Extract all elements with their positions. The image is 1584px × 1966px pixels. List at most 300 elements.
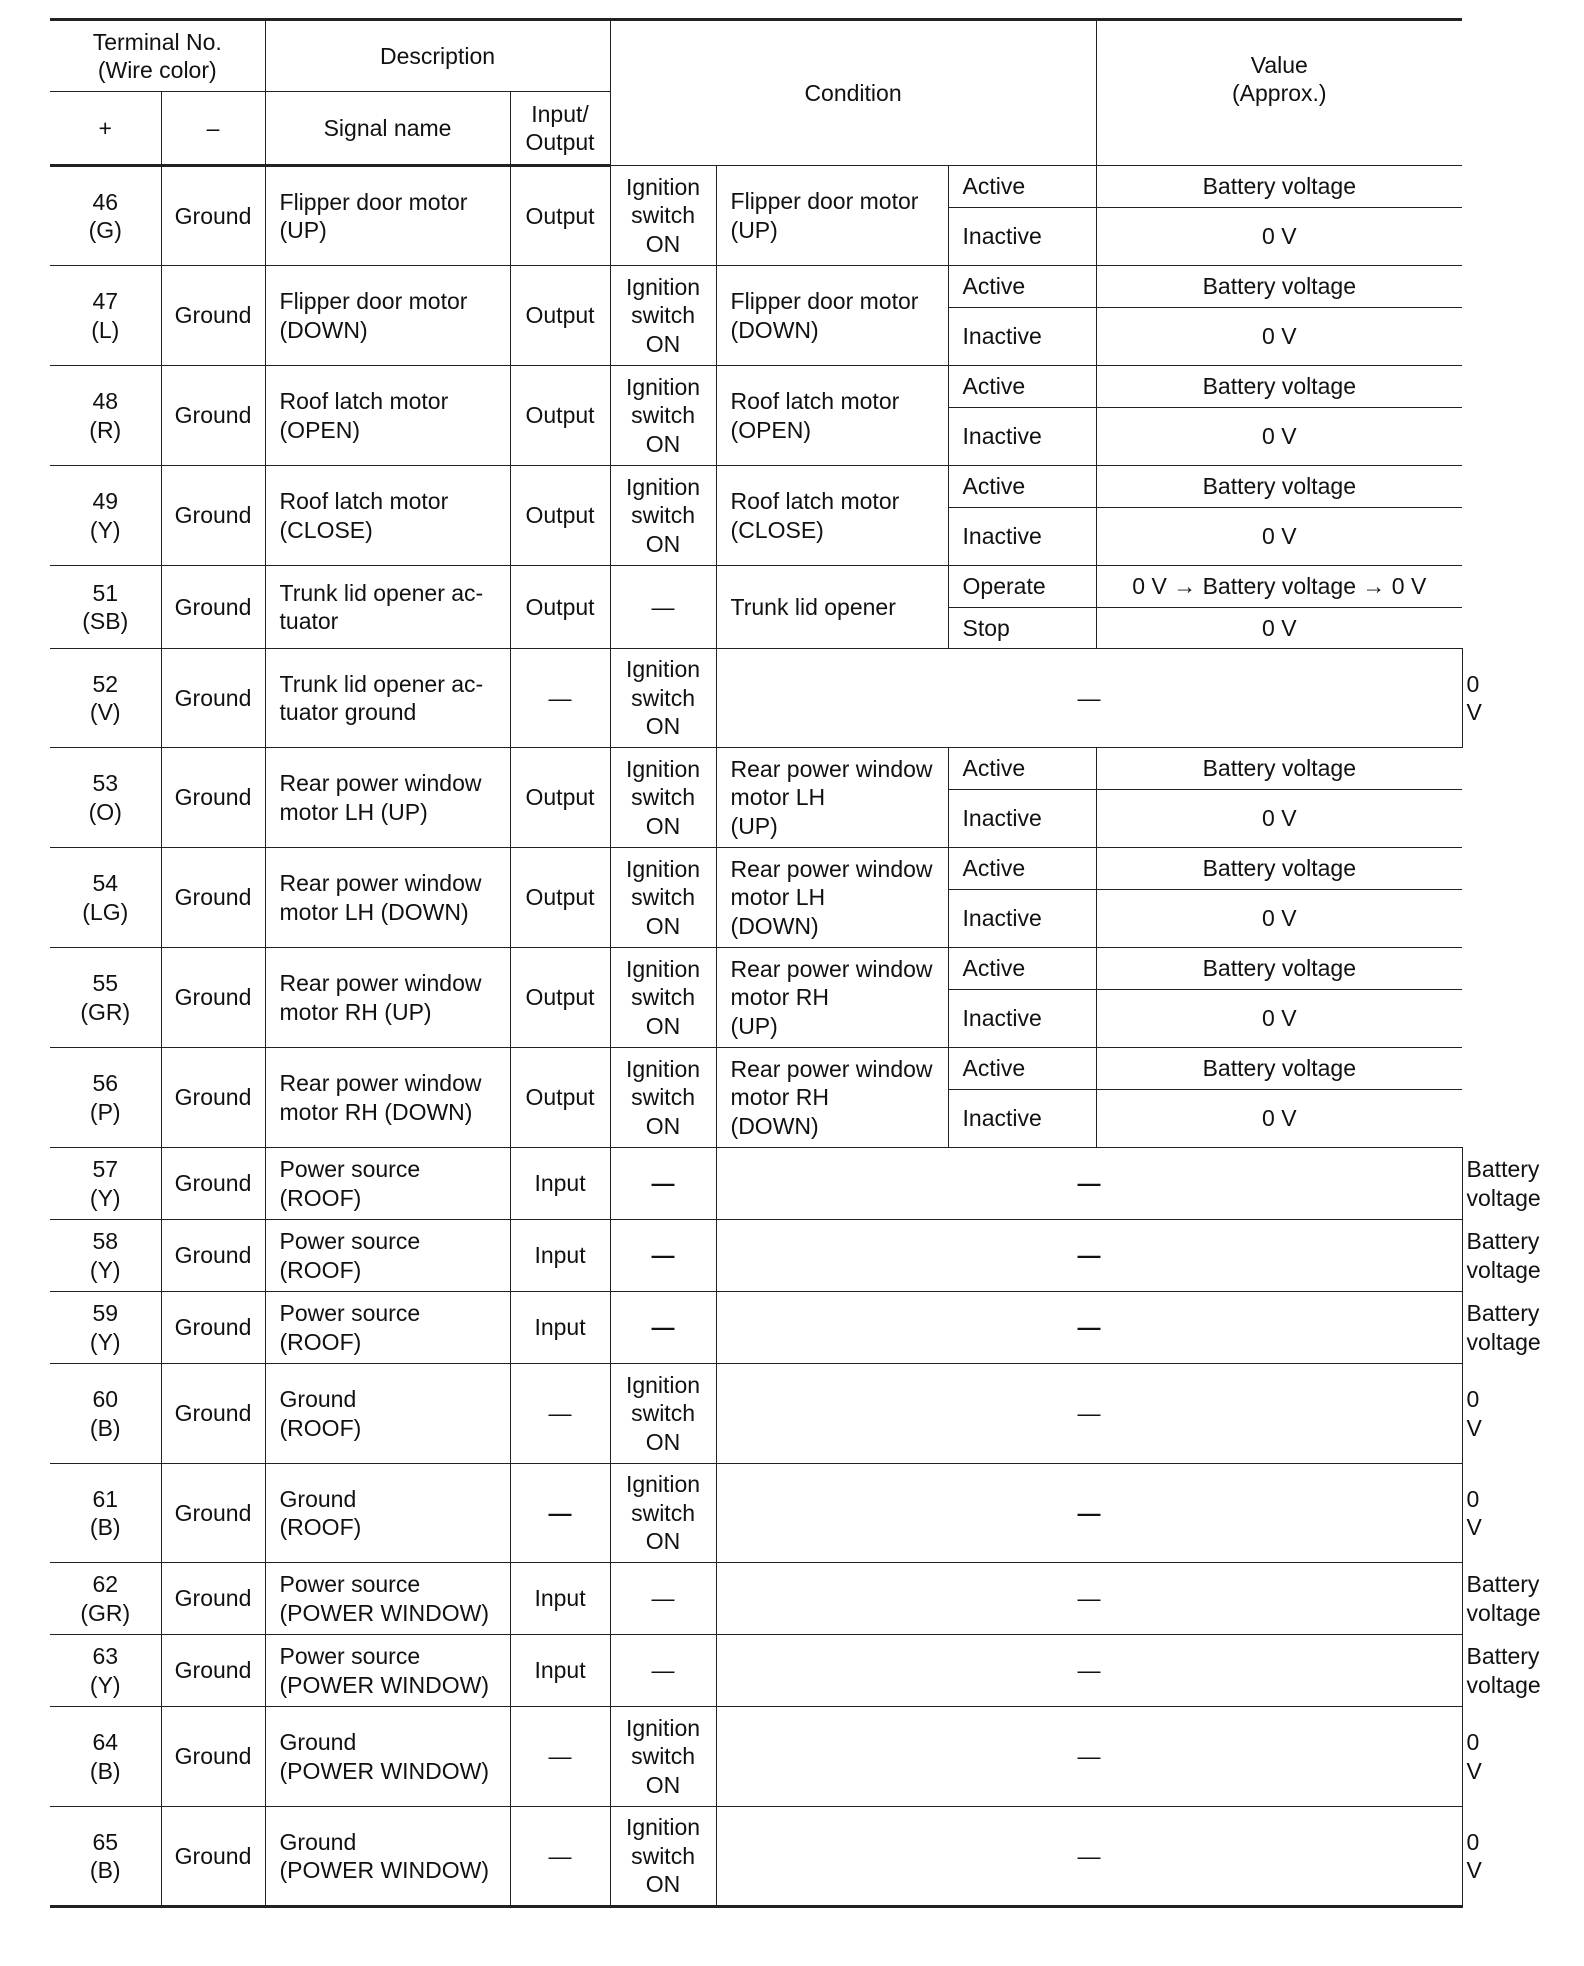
terminal-header-label: Terminal No. (92, 28, 222, 55)
signal-name-cell (265, 1220, 510, 1292)
ignition-cell: — (610, 1635, 716, 1707)
terminal-cell (50, 1563, 161, 1635)
negative-cell: Ground (161, 1292, 265, 1364)
ign-line: ON (645, 330, 681, 357)
wire-color: (P) (89, 1098, 121, 1125)
terminal-number: 49 (92, 488, 119, 514)
ign-line: Ignition (625, 656, 701, 683)
signal-line: motor RH (DOWN) (279, 1098, 473, 1125)
ignition-cell (610, 1707, 716, 1807)
cond-line: (UP) (730, 812, 778, 839)
ign-line: switch (631, 984, 695, 1011)
ignition-cell (610, 1464, 716, 1563)
terminal-cell (50, 366, 161, 466)
ign-line: ON (645, 1871, 681, 1898)
signal-name-cell (265, 1048, 510, 1148)
state-cell: Inactive (948, 208, 1096, 266)
table-row: 62 (GR) Ground Power source (POWER WINDOW) Input — — Battery voltage (50, 1563, 1462, 1635)
ignition-cell (610, 748, 716, 848)
state-cell: Stop (948, 608, 1096, 649)
terminal-cell (50, 1048, 161, 1148)
cond-line: (DOWN) (730, 1112, 819, 1139)
signal-name-cell (265, 1563, 510, 1635)
ign-line: Ignition (625, 1714, 701, 1741)
approx-header-label: (Approx.) (1232, 80, 1327, 106)
condition-cell: — (716, 1807, 1462, 1907)
signal-line: (ROOF) (279, 1256, 362, 1283)
terminal-cell (50, 1292, 161, 1364)
condition-cell: Trunk lid opener (716, 566, 948, 649)
io-cell: Output (510, 166, 610, 266)
table-row (50, 1048, 1462, 1090)
terminal-cell (50, 1148, 161, 1220)
value-cell: 0 V (1096, 890, 1462, 948)
signal-line: (POWER WINDOW) (279, 1599, 490, 1626)
signal-line: (ROOF) (279, 1514, 362, 1540)
cond-line: (UP) (730, 1012, 778, 1039)
wire-color: (B) (89, 1514, 121, 1540)
signal-line: Flipper door motor (279, 188, 468, 215)
negative-cell: Ground (161, 1707, 265, 1807)
terminal-number: 56 (92, 1070, 119, 1096)
terminal-cell (50, 948, 161, 1048)
ignition-cell: — (610, 1148, 716, 1220)
value-header (1096, 20, 1462, 166)
signal-line: (POWER WINDOW) (279, 1757, 490, 1784)
table-row (50, 166, 1462, 208)
io-cell: Input (510, 1148, 610, 1220)
signal-name-cell (265, 1292, 510, 1364)
wire-color: (Y) (89, 1328, 121, 1355)
negative-cell: Ground (161, 1807, 265, 1907)
condition-header: Condition (610, 20, 1096, 166)
ign-line: ON (645, 430, 681, 457)
ign-line: switch (631, 684, 695, 711)
ignition-cell: — (610, 566, 716, 649)
ignition-cell (610, 466, 716, 566)
signal-line: Ground (279, 1485, 357, 1512)
state-cell: Active (948, 848, 1096, 890)
signal-name-cell (265, 1148, 510, 1220)
wire-color: (Y) (89, 1256, 121, 1283)
signal-line: Ground (279, 1828, 357, 1855)
signal-line: Roof latch motor (279, 488, 449, 514)
condition-cell: — (716, 649, 1462, 748)
wire-color: (GR) (80, 998, 131, 1025)
terminal-number: 55 (92, 970, 119, 996)
ign-line: switch (631, 784, 695, 811)
ignition-cell (610, 1364, 716, 1464)
value-cell: Battery voltage (1096, 266, 1462, 308)
signal-name-cell (265, 1707, 510, 1807)
minus-header: – (161, 92, 265, 166)
wire-color: (B) (89, 1414, 121, 1441)
table-row (50, 466, 1462, 508)
condition-cell (716, 748, 948, 848)
negative-cell: Ground (161, 649, 265, 748)
signal-name-cell (265, 1807, 510, 1907)
condition-cell: — (716, 1292, 1462, 1364)
cond-line: motor LH (730, 784, 826, 811)
signal-line: (UP) (279, 217, 327, 243)
cond-line: Rear power window (730, 955, 933, 982)
state-cell: Inactive (948, 408, 1096, 466)
wire-color: (G) (88, 217, 122, 243)
state-cell: Active (948, 948, 1096, 990)
signal-line: (OPEN) (279, 416, 361, 443)
terminal-number: 59 (92, 1300, 119, 1326)
ignition-cell (610, 848, 716, 948)
terminal-number: 52 (92, 670, 119, 697)
ignition-cell (610, 649, 716, 748)
value-cell: Battery voltage (1096, 366, 1462, 408)
ign-line: switch (631, 1499, 695, 1526)
wire-color: (O) (88, 798, 122, 825)
ign-line: switch (631, 1084, 695, 1111)
cond-line: (CLOSE) (730, 516, 824, 543)
table-row (50, 948, 1462, 990)
ign-line: ON (645, 1012, 681, 1039)
signal-name-cell (265, 1635, 510, 1707)
plus-header: + (50, 92, 161, 166)
condition-cell (716, 166, 948, 266)
io-cell: Output (510, 466, 610, 566)
value-cell: Battery voltage (1096, 748, 1462, 790)
terminal-number: 58 (92, 1228, 119, 1254)
io-cell: Output (510, 266, 610, 366)
wire-color: (Y) (89, 516, 121, 543)
io-cell: Input (510, 1220, 610, 1292)
ignition-cell (610, 166, 716, 266)
signal-line: (ROOF) (279, 1414, 362, 1441)
ign-line: ON (645, 713, 681, 740)
value-cell: 0 V (1096, 790, 1462, 848)
signal-line: Flipper door motor (279, 288, 468, 314)
ignition-cell (610, 948, 716, 1048)
wire-color: (LG) (82, 898, 129, 925)
table-row: 64 (B) Ground Ground (POWER WINDOW) — Ignition switch ON — 0 V (50, 1707, 1462, 1807)
input-output-header-line2: Output (525, 129, 595, 155)
signal-name-cell (265, 266, 510, 366)
io-cell: Output (510, 1048, 610, 1148)
table-row: 60 (B) Ground Ground (ROOF) — Ignition switch ON — 0 V (50, 1364, 1462, 1464)
ign-line: switch (631, 1743, 695, 1770)
value-cell: 0 V → Battery voltage → 0 V (1096, 566, 1462, 608)
wire-color: (GR) (80, 1599, 131, 1626)
state-cell: Inactive (948, 308, 1096, 366)
condition-cell (716, 848, 948, 948)
ignition-cell (610, 1807, 716, 1907)
negative-cell: Ground (161, 1563, 265, 1635)
ign-line: Ignition (625, 1471, 701, 1498)
table-row: 52 (V) Ground Trunk lid opener ac- tuator ground — Ignition switch ON — 0 V (50, 649, 1462, 748)
value-cell: 0 V (1096, 508, 1462, 566)
ignition-cell: — (610, 1220, 716, 1292)
terminal-number: 63 (92, 1643, 119, 1669)
cond-line: (OPEN) (730, 416, 812, 443)
ign-line: switch (631, 1842, 695, 1869)
ign-line: Ignition (625, 755, 701, 782)
ign-line: ON (645, 1528, 681, 1555)
ign-line: switch (631, 302, 695, 329)
ign-line: Ignition (625, 1371, 701, 1398)
state-cell: Inactive (948, 1090, 1096, 1148)
ign-line: switch (631, 1400, 695, 1427)
ignition-cell (610, 1048, 716, 1148)
signal-line: Rear power window (279, 1070, 482, 1096)
io-cell: Output (510, 366, 610, 466)
negative-cell: Ground (161, 566, 265, 649)
value-cell: 0 V (1096, 208, 1462, 266)
state-cell: Inactive (948, 790, 1096, 848)
state-cell: Active (948, 748, 1096, 790)
state-cell: Active (948, 166, 1096, 208)
cond-line: Roof latch motor (730, 388, 900, 414)
cond-line: motor LH (730, 884, 826, 911)
condition-cell (716, 366, 948, 466)
signal-line: Trunk lid opener ac- (279, 579, 484, 606)
value-cell: 0 V (1096, 990, 1462, 1048)
value-cell: Battery voltage (1096, 466, 1462, 508)
negative-cell: Ground (161, 1220, 265, 1292)
terminal-number: 54 (92, 870, 119, 896)
ignition-cell: — (610, 1563, 716, 1635)
signal-line: (ROOF) (279, 1328, 362, 1355)
io-cell: — (510, 1464, 610, 1563)
negative-cell: Ground (161, 266, 265, 366)
terminal-cell (50, 1464, 161, 1563)
signal-line: Power source (279, 1300, 421, 1326)
value-cell: Battery voltage (1096, 166, 1462, 208)
signal-line: (POWER WINDOW) (279, 1671, 490, 1698)
wire-color: (R) (89, 416, 122, 443)
io-cell: Input (510, 1563, 610, 1635)
wire-color: (Y) (89, 1671, 121, 1698)
terminal-cell (50, 1707, 161, 1807)
wire-color: (SB) (82, 608, 129, 634)
signal-line: Trunk lid opener ac- (279, 670, 484, 697)
ignition-cell (610, 266, 716, 366)
signal-line: motor RH (UP) (279, 998, 432, 1025)
state-cell: Inactive (948, 990, 1096, 1048)
terminal-cell (50, 748, 161, 848)
negative-cell: Ground (161, 466, 265, 566)
signal-line: Rear power window (279, 970, 482, 996)
negative-cell: Ground (161, 166, 265, 266)
condition-cell: — (716, 1707, 1462, 1807)
state-cell: Operate (948, 566, 1096, 608)
signal-line: motor LH (UP) (279, 798, 428, 825)
terminal-number: 65 (92, 1828, 119, 1855)
ign-line: ON (645, 530, 681, 557)
ign-line: switch (631, 884, 695, 911)
signal-name-cell (265, 1364, 510, 1464)
table-row: 65 (B) Ground Ground (POWER WINDOW) — Ignition switch ON — 0 V (50, 1807, 1462, 1907)
condition-cell: — (716, 1220, 1462, 1292)
terminal-number: 46 (92, 188, 119, 215)
cond-line: Roof latch motor (730, 488, 900, 514)
table-row: 58 (Y) Ground Power source (ROOF) Input — — Battery voltage (50, 1220, 1462, 1292)
wire-color: (B) (89, 1857, 121, 1883)
terminal-header (50, 20, 265, 92)
cond-line: motor RH (730, 984, 829, 1011)
io-cell: Output (510, 748, 610, 848)
table-row: 61 (B) Ground Ground (ROOF) — Ignition switch ON — 0 V (50, 1464, 1462, 1563)
terminal-cell (50, 466, 161, 566)
state-cell: Active (948, 366, 1096, 408)
terminal-number: 57 (92, 1156, 119, 1182)
cond-line: Flipper door motor (730, 188, 919, 214)
signal-name-cell (265, 948, 510, 1048)
ign-line: switch (631, 502, 695, 529)
ignition-cell (610, 366, 716, 466)
cond-line: motor RH (730, 1084, 829, 1111)
terminal-number: 61 (92, 1485, 119, 1512)
negative-cell: Ground (161, 1148, 265, 1220)
condition-cell (716, 1048, 948, 1148)
io-cell: Output (510, 566, 610, 649)
signal-name-cell (265, 466, 510, 566)
table-row: 57 (Y) Ground Power source (ROOF) Input — — Battery voltage (50, 1148, 1462, 1220)
negative-cell: Ground (161, 1048, 265, 1148)
signal-line: Power source (279, 1156, 421, 1182)
ign-line: ON (645, 230, 681, 257)
signal-line: tuator ground (279, 699, 417, 725)
wire-color: (L) (91, 316, 120, 343)
cond-line: (DOWN) (730, 316, 819, 343)
signal-name-cell (265, 366, 510, 466)
terminal-number: 62 (92, 1571, 119, 1597)
signal-name-cell (265, 649, 510, 748)
ign-line: Ignition (625, 955, 701, 982)
condition-cell: — (716, 1635, 1462, 1707)
io-cell: Input (510, 1635, 610, 1707)
terminal-cell (50, 1807, 161, 1907)
condition-cell (716, 948, 948, 1048)
signal-line: Roof latch motor (279, 388, 449, 414)
value-cell: 0 V (1096, 308, 1462, 366)
negative-cell: Ground (161, 1635, 265, 1707)
condition-cell: — (716, 1464, 1462, 1563)
value-cell: 0 V (1096, 1090, 1462, 1148)
table-row (50, 566, 1462, 608)
signal-line: Rear power window (279, 870, 482, 896)
wire-color: (B) (89, 1757, 121, 1784)
signal-name-cell (265, 848, 510, 948)
condition-cell (716, 466, 948, 566)
state-cell: Active (948, 266, 1096, 308)
ign-line: Ignition (625, 1814, 701, 1841)
ign-line: Ignition (625, 373, 701, 400)
cond-line: Rear power window (730, 755, 933, 782)
negative-cell: Ground (161, 948, 265, 1048)
ign-line: switch (631, 402, 695, 429)
signal-name-header: Signal name (265, 92, 510, 166)
table-row (50, 848, 1462, 890)
cond-line: (UP) (730, 216, 778, 243)
terminal-number: 64 (92, 1729, 119, 1755)
table-row: 63 (Y) Ground Power source (POWER WINDOW) Input — — Battery voltage (50, 1635, 1462, 1707)
negative-cell: Ground (161, 748, 265, 848)
io-cell: — (510, 649, 610, 748)
terminal-cell (50, 649, 161, 748)
input-output-header-line1: Input/ (531, 100, 589, 127)
ign-line: ON (645, 1428, 681, 1455)
description-header: Description (265, 20, 610, 92)
value-header-label: Value (1250, 51, 1308, 78)
condition-cell: — (716, 1364, 1462, 1464)
terminal-number: 53 (92, 770, 119, 796)
input-output-header (510, 92, 610, 166)
terminal-table (50, 18, 1541, 1908)
ign-line: Ignition (625, 173, 701, 200)
terminal-cell (50, 1220, 161, 1292)
ign-line: ON (645, 912, 681, 939)
state-cell: Inactive (948, 508, 1096, 566)
value-cell: 0 V (1096, 608, 1462, 649)
condition-cell: — (716, 1148, 1462, 1220)
ign-line: Ignition (625, 473, 701, 500)
state-cell: Active (948, 1048, 1096, 1090)
condition-cell (716, 266, 948, 366)
table-row: 59 (Y) Ground Power source (ROOF) Input — — Battery voltage (50, 1292, 1462, 1364)
negative-cell: Ground (161, 1364, 265, 1464)
table-row (50, 366, 1462, 408)
signal-line: Ground (279, 1729, 357, 1755)
value-cell: 0 V (1096, 408, 1462, 466)
ign-line: ON (645, 812, 681, 839)
wire-color-header-label: (Wire color) (97, 57, 217, 83)
signal-line: Power source (279, 1643, 421, 1669)
io-cell: Output (510, 948, 610, 1048)
signal-name-cell (265, 748, 510, 848)
ign-line: Ignition (625, 273, 701, 300)
io-cell: Input (510, 1292, 610, 1364)
io-cell: — (510, 1707, 610, 1807)
terminal-number: 60 (92, 1386, 119, 1412)
table-row (50, 748, 1462, 790)
signal-line: Rear power window (279, 770, 482, 796)
ign-line: ON (645, 1771, 681, 1798)
ign-line: ON (645, 1112, 681, 1139)
signal-line: (DOWN) (279, 316, 368, 343)
terminal-number: 47 (92, 288, 119, 314)
negative-cell: Ground (161, 366, 265, 466)
state-cell: Active (948, 466, 1096, 508)
terminal-cell (50, 848, 161, 948)
state-cell: Inactive (948, 890, 1096, 948)
terminal-cell (50, 566, 161, 649)
signal-name-cell (265, 1464, 510, 1563)
ign-line: Ignition (625, 855, 701, 882)
terminal-cell (50, 166, 161, 266)
signal-line: (ROOF) (279, 1184, 362, 1211)
value-cell: Battery voltage (1096, 948, 1462, 990)
cond-line: (DOWN) (730, 912, 819, 939)
terminal-cell (50, 266, 161, 366)
io-cell: — (510, 1807, 610, 1907)
negative-cell: Ground (161, 848, 265, 948)
ignition-cell: — (610, 1292, 716, 1364)
value-cell: Battery voltage (1096, 1048, 1462, 1090)
terminal-cell (50, 1635, 161, 1707)
terminal-cell (50, 1364, 161, 1464)
signal-line: tuator (279, 608, 339, 634)
cond-line: Rear power window (730, 855, 933, 882)
terminal-table-sheet (50, 18, 1541, 1908)
cond-line: Flipper door motor (730, 288, 919, 314)
table-row (50, 266, 1462, 308)
